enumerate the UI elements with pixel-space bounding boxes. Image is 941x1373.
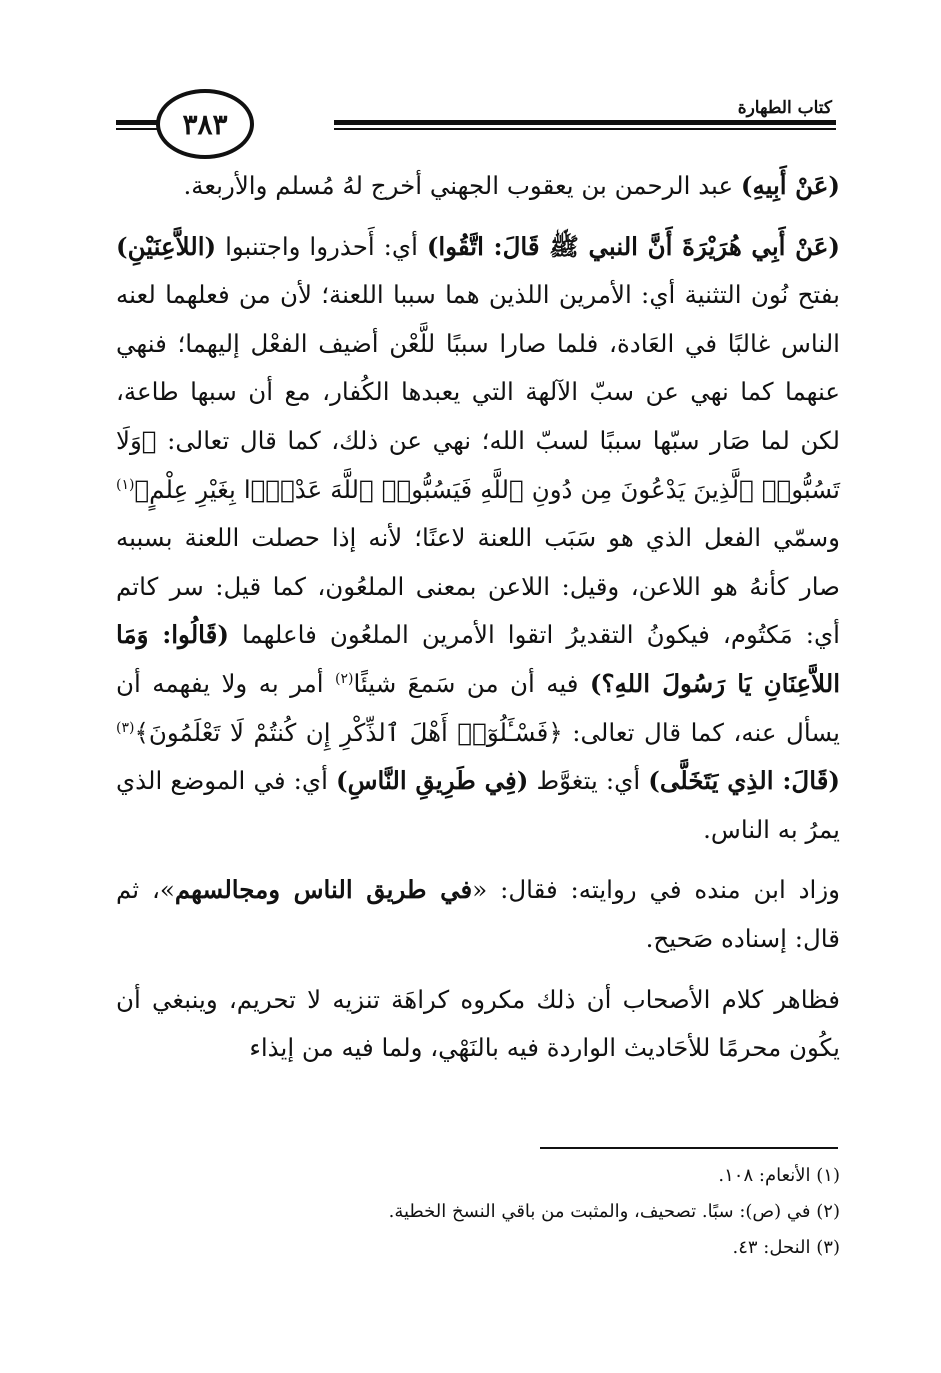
header-rule-left-thick <box>116 120 158 125</box>
bold-text: (اللاَّعِنَيْنِ) <box>116 231 217 261</box>
footnote-number: (٢) <box>816 1201 840 1222</box>
footnote <box>116 1230 840 1266</box>
footnote-text: الأنعام: ١٠٨. <box>718 1165 811 1186</box>
footnote-text: النحل: ٤٣. <box>732 1237 811 1258</box>
text-run: أي: في الموضع الذي يمرُ به الناس. <box>116 766 840 844</box>
page-header <box>116 86 836 160</box>
header-rule-thick <box>334 120 836 125</box>
text-run: عبد الرحمن بن يعقوب الجهني أخرج لهُ مُسلم والأربعة. <box>183 171 741 200</box>
footnote-number: (٣) <box>816 1237 840 1258</box>
text-run: ﴿وَلَا تَسُبُّوا۟ ٱلَّذِينَ يَدْعُونَ مِن دُونِ ٱللَّهِ فَيَسُبُّوا۟ ٱللَّهَ عَدْوًۢا بِغَيْرِ عِلْمٍ﴾ <box>116 425 840 504</box>
text-run: فيه أن من سَمعَ شيئًا <box>353 668 590 698</box>
text-run: فظاهر كلام الأصحاب أن ذلك مكروه كراهَة تنزيه لا تحريم، وينبغي أن يكُون محرمًا للأحَاديث الواردة فيه بالنَهْي، ولما فيه من إيذاء <box>116 984 840 1063</box>
bold-text: (عَنْ أَبِي هُرَيْرَةَ أَنَّ النبي ﷺ قَالَ: اتَّقُوا) <box>426 231 840 261</box>
header-rule-left-thin <box>116 128 158 130</box>
footnote-number: (١) <box>816 1165 840 1186</box>
header-rule-thin <box>334 128 836 130</box>
text-run: أي: يتغوَّط <box>528 766 649 796</box>
footnote <box>116 1194 840 1230</box>
footnote-separator <box>540 1147 838 1149</box>
bold-text: (قَالُوا: وَمَا اللاَّعِنَانِ يَا رَسُولَ اللهِ؟) <box>116 620 841 698</box>
footnote-text: في (ص): سبًا. تصحيف، والمثبت من باقي النسخ الخطية. <box>388 1201 811 1222</box>
footnote-ref: (١) <box>116 476 135 493</box>
text-run: وزاد ابن منده في روايته: فقال: « <box>472 875 840 905</box>
text-run: بفتح نُون التثنية أي: الأمرين اللذين هما سببا اللعنة؛ لأن من فعلهما لعنه الناس غالبًا في العَادة، فلما صارا سببًا للَّعْن أضيف الفعْل إليهما؛ فنهي عنهما كما نهي عن سبّ الآلهة التي يعبدها الكُفار، مع أن سبها طاعة، لكن لما صَار سبّها سببًا لسبّ الله؛ نهي عن ذلك، كما قال تعالى: <box>116 280 840 455</box>
footnotes <box>116 1158 840 1266</box>
bold-text: (فِي طَرِيقِ النَّاسِ) <box>336 766 529 796</box>
footnote-ref: (٢) <box>334 670 354 687</box>
footnote <box>116 1158 840 1194</box>
paragraph <box>116 162 840 211</box>
paragraph <box>116 976 840 1073</box>
text-run: أي: أَحذروا واجتنبوا <box>216 231 427 261</box>
bold-text: (قَالَ: الذِي يَتَخَلَّى) <box>648 766 840 796</box>
text-run: وسمّي الفعل الذي هو سَبَب اللعنة لاعنًا؛ لأنه إذا حصلت اللعنة بسببه صار كأنهُ هو اللاعن، وقيل: اللاعن بمعنى الملعُون، كما قيل: سر كاتم أي: مَكتُوم، فيكونُ التقديرُ اتقوا الأمرين الملعُون فاعلهما <box>116 523 840 650</box>
bold-text: (عَنْ أَبِيهِ) <box>740 171 840 200</box>
text-run: أمر به ولا يفهمه أن يسأل عنه، كما قال تعالى: <box>116 668 840 747</box>
text-run: ﴿فَسْـَٔلُوٓا۟ أَهْلَ ٱلذِّكْرِ إِن كُنتُمْ لَا تَعْلَمُونَ﴾ <box>134 717 563 747</box>
page-number-badge <box>156 89 254 159</box>
footnote-ref: (٣) <box>116 719 135 736</box>
paragraph <box>116 223 840 855</box>
text-run: »، ثم قال: إسناده صَحيح. <box>116 875 840 953</box>
main-text <box>116 162 840 1073</box>
bold-text: في طريق الناس ومجالسهم <box>174 875 473 905</box>
chapter-title: كتاب الطهارة <box>730 98 836 118</box>
page-number: ٣٨٣ <box>182 107 228 141</box>
paragraph <box>116 866 840 963</box>
